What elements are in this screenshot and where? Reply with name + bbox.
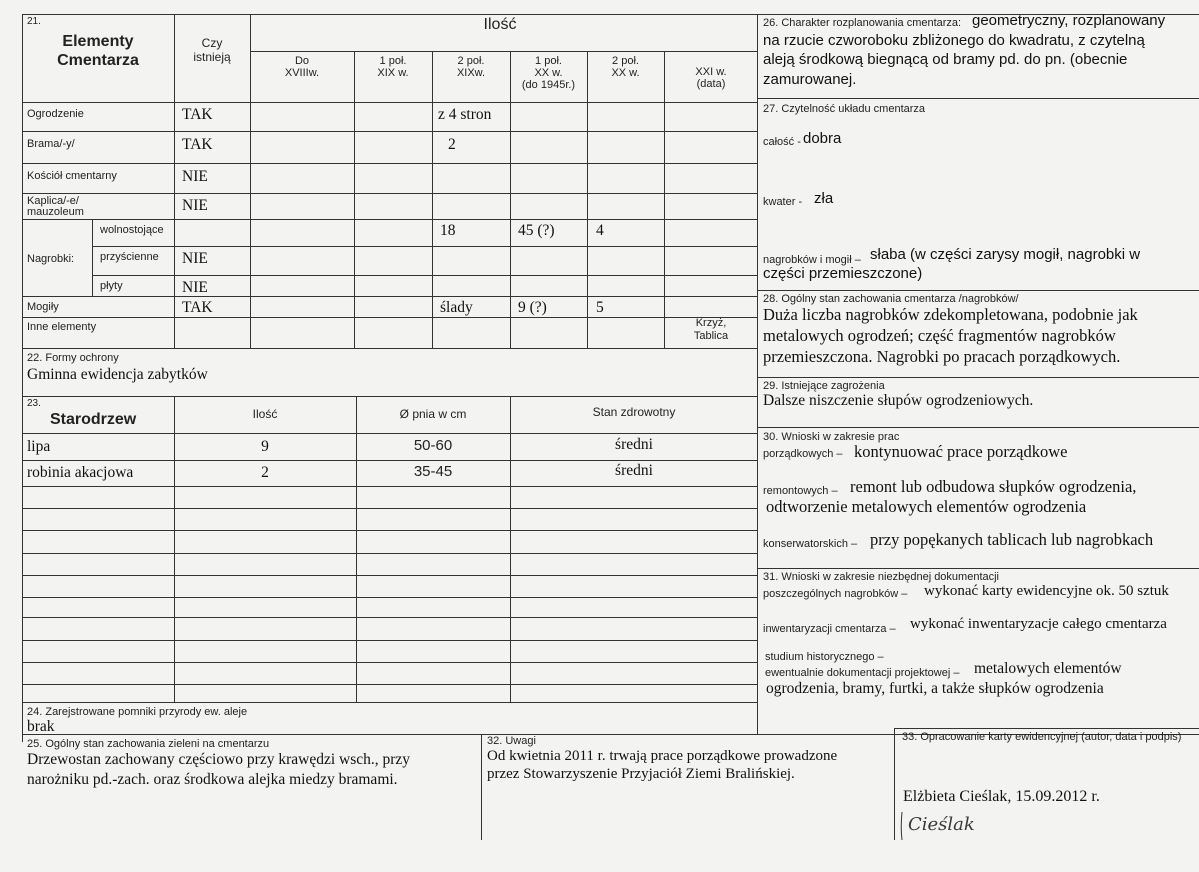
row-label-kaplica: Kaplica/-e/ mauzoleum bbox=[27, 195, 84, 218]
greenery-line1: Drzewostan zachowany częściowo przy krawędzi wsch., przy bbox=[27, 751, 411, 768]
layout-line4: zamurowanej. bbox=[763, 71, 857, 88]
row-label-kosciol: Kościół cmentarny bbox=[27, 170, 117, 182]
notes-line2: przez Stowarzyszenie Przyjaciół Ziemi Bralińskiej. bbox=[487, 766, 795, 782]
conservation-value: przy popękanych tablicach lub nagrobkach bbox=[870, 530, 1154, 549]
quantity-header: Ilość bbox=[483, 16, 517, 33]
natural-monuments-value: brak bbox=[27, 718, 55, 735]
layout-line3: aleją środkową biegnącą od bramy pd. do pn. (obecnie bbox=[763, 51, 1128, 68]
value-ogrodzenie-c3: z 4 stron bbox=[438, 106, 492, 123]
handwritten-signature bbox=[898, 808, 978, 842]
repair-label: remontowych – bbox=[763, 485, 838, 497]
condition-line1: Duża liczba nagrobków zdekompletowana, podobnie jak bbox=[763, 305, 1138, 324]
authorship-label: 33. Opracowanie karty ewidencyjnej (autor, data i podpis) bbox=[902, 731, 1182, 743]
section-number: 23. bbox=[27, 398, 41, 409]
notes-line1: Od kwietnia 2011 r. trwają prace porządkowe prowadzone bbox=[487, 748, 838, 764]
value-brama-c3: 2 bbox=[448, 136, 456, 153]
elements-title-line2: Cmentarza bbox=[57, 52, 139, 69]
project-docs-line1: metalowych elementów bbox=[974, 660, 1122, 677]
period-header-6: XXI w. (data) bbox=[695, 66, 727, 90]
author-date: Elżbieta Cieślak, 15.09.2012 r. bbox=[903, 788, 1100, 805]
exists-value-brama: TAK bbox=[182, 136, 213, 153]
exists-value-kaplica: NIE bbox=[182, 197, 208, 214]
exists-value-ogrodzenie: TAK bbox=[182, 106, 213, 123]
tree-diameter: 50-60 bbox=[413, 437, 453, 454]
exists-value-przyscienne: NIE bbox=[182, 250, 208, 267]
value-mogily-c3: ślady bbox=[440, 299, 473, 316]
inventory-value: wykonać inwentaryzacje całego cmentarza bbox=[910, 616, 1167, 632]
exists-header-line1: Czy bbox=[201, 36, 223, 50]
conservation-label: konserwatorskich – bbox=[763, 538, 858, 550]
natural-monuments-label: 24. Zarejstrowane pomniki przyrody ew. aleje bbox=[27, 706, 248, 718]
row-label-inne: Inne elementy bbox=[27, 321, 97, 333]
readability-whole-value: dobra bbox=[803, 130, 842, 147]
row-label-ogrodzenie: Ogrodzenie bbox=[27, 108, 84, 120]
value-mogily-c4: 9 (?) bbox=[518, 299, 547, 316]
exists-value-kosciol: NIE bbox=[182, 168, 208, 185]
period-header-4: 1 poł. XX w. (do 1945r.) bbox=[521, 55, 576, 91]
period-header-5: 2 poł. XX w. bbox=[611, 55, 640, 79]
trees-col-count: Ilość bbox=[252, 407, 278, 421]
value-wolnostojace-c5: 4 bbox=[596, 222, 604, 239]
work-conclusions-label: 30. Wnioski w zakresie prac bbox=[763, 431, 900, 443]
threats-value: Dalsze niszczenie słupów ogrodzeniowych. bbox=[763, 392, 1034, 409]
row-label-plyty: płyty bbox=[100, 280, 123, 292]
tree-count: 2 bbox=[261, 464, 269, 481]
greenery-label: 25. Ogólny stan zachowania zieleni na cmentarzu bbox=[27, 738, 270, 750]
value-wolnostojace-c4: 45 (?) bbox=[518, 222, 555, 239]
readability-quarters-label: kwater - bbox=[763, 196, 803, 208]
inventory-label: inwentaryzacji cmentarza – bbox=[763, 623, 896, 635]
section-number: 21. bbox=[27, 16, 41, 27]
condition-label: 28. Ogólny stan zachowania cmentarza /nagrobków/ bbox=[763, 293, 1019, 305]
layout-line2: na rzucie czworoboku zbliżonego do kwadratu, z czytelną bbox=[763, 32, 1145, 49]
project-docs-label: ewentualnie dokumentacji projektowej – bbox=[765, 667, 960, 679]
trees-title: Starodrzew bbox=[50, 411, 137, 428]
period-header-3: 2 poł. XIXw. bbox=[456, 55, 486, 79]
svg-text:Cieślak: Cieślak bbox=[908, 814, 975, 835]
trees-col-diameter: Ø pnia w cm bbox=[399, 407, 467, 421]
condition-line3: przemieszczona. Nagrobki po pracach porządkowych. bbox=[763, 347, 1121, 366]
notes-label: 32. Uwagi bbox=[487, 735, 536, 747]
row-label-wolnostojace: wolnostojące bbox=[100, 224, 164, 236]
greenery-line2: narożniku pd.-zach. oraz środkowa alejka miedzy bramami. bbox=[27, 771, 398, 788]
readability-graves-line2: części przemieszczone) bbox=[763, 265, 923, 282]
readability-graves-label: nagrobków i mogił – bbox=[763, 254, 861, 266]
tree-name: lipa bbox=[27, 438, 51, 455]
graves-docs-value: wykonać karty ewidencyjne ok. 50 sztuk bbox=[924, 583, 1169, 599]
protection-value: Gminna ewidencja zabytków bbox=[27, 366, 208, 383]
period-header-2: 1 poł. XIX w. bbox=[377, 55, 409, 79]
documentation-label: 31. Wnioski w zakresie niezbędnej dokumentacji bbox=[763, 571, 1000, 583]
exists-value-plyty: NIE bbox=[182, 279, 208, 296]
readability-whole-label: całość - bbox=[763, 136, 801, 148]
tree-condition: średni bbox=[615, 462, 653, 479]
period-header-1: Do XVIIIw. bbox=[284, 55, 320, 79]
value-inne-c6: Krzyż, Tablica bbox=[693, 317, 729, 342]
tree-count: 9 bbox=[261, 438, 269, 455]
row-label-nagrobki: Nagrobki: bbox=[27, 253, 75, 265]
value-mogily-c5: 5 bbox=[596, 299, 604, 316]
condition-line2: metalowych ogrodzeń; część fragmentów nagrobków bbox=[763, 326, 1116, 345]
tree-name: robinia akacjowa bbox=[27, 464, 134, 481]
readability-label: 27. Czytelność układu cmentarza bbox=[763, 103, 926, 115]
readability-graves-line1: słaba (w części zarysy mogił, nagrobki w bbox=[870, 246, 1141, 263]
exists-header-line2: istnieją bbox=[193, 50, 231, 64]
layout-label: 26. Charakter rozplanowania cmentarza: bbox=[763, 17, 962, 29]
project-docs-line2: ogrodzenia, bramy, furtki, a także słupków ogrodzenia bbox=[766, 680, 1104, 697]
readability-quarters-value: zła bbox=[814, 190, 834, 207]
history-study-label: studium historycznego – bbox=[765, 651, 884, 663]
row-label-przyscienne: przyścienne bbox=[100, 251, 159, 263]
protection-label: 22. Formy ochrony bbox=[27, 352, 119, 364]
exists-value-mogily: TAK bbox=[182, 299, 213, 316]
threats-label: 29. Istniejące zagrożenia bbox=[763, 380, 885, 392]
layout-line1: geometryczny, rozplanowany bbox=[972, 12, 1166, 29]
elements-title-line1: Elementy bbox=[62, 33, 134, 50]
repair-line2: odtworzenie metalowych elementów ogrodzenia bbox=[766, 497, 1087, 516]
row-label-brama: Brama/-y/ bbox=[27, 138, 75, 150]
repair-line1: remont lub odbudowa słupków ogrodzenia, bbox=[850, 477, 1137, 496]
value-wolnostojace-c3: 18 bbox=[440, 222, 456, 239]
trees-col-condition: Stan zdrowotny bbox=[592, 405, 676, 419]
tree-diameter: 35-45 bbox=[413, 463, 453, 480]
cleanup-label: porządkowych – bbox=[763, 448, 843, 460]
graves-docs-label: poszczególnych nagrobków – bbox=[763, 588, 908, 600]
row-label-mogily: Mogiły bbox=[27, 301, 59, 313]
tree-condition: średni bbox=[615, 436, 653, 453]
cleanup-value: kontynuować prace porządkowe bbox=[854, 442, 1068, 461]
